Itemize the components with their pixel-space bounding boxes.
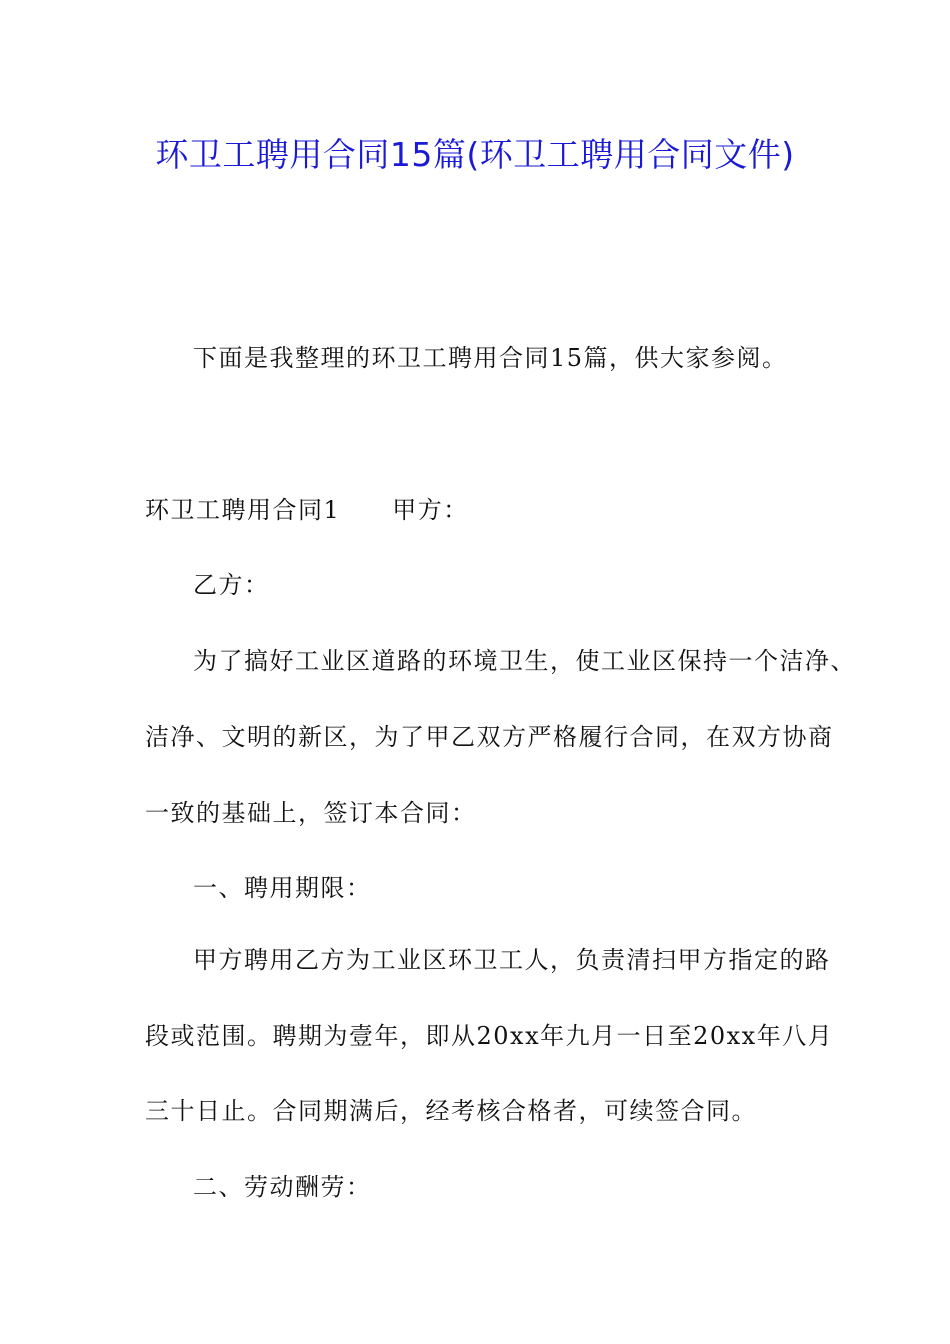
clause-heading: 二、劳动酬劳： xyxy=(193,1173,372,1201)
document-title: 环卫工聘用合同15篇(环卫工聘用合同文件) xyxy=(155,135,795,174)
party-b-label: 乙方： xyxy=(193,571,270,599)
section-heading: 环卫工聘用合同1 xyxy=(145,496,341,524)
clause-heading: 一、聘用期限： xyxy=(193,874,372,902)
paragraph-line: 甲方聘用乙方为工业区环卫工人，负责清扫甲方指定的路 xyxy=(193,946,831,974)
party-a-label: 甲方： xyxy=(392,496,469,524)
intro-paragraph: 下面是我整理的环卫工聘用合同15篇，供大家参阅。 xyxy=(193,344,788,372)
paragraph-line: 三十日止。合同期满后，经考核合格者，可续签合同。 xyxy=(145,1097,757,1125)
paragraph-line: 洁净、文明的新区，为了甲乙双方严格履行合同，在双方协商 xyxy=(145,723,834,751)
paragraph-line: 段或范围。聘期为壹年，即从20xx年九月一日至20xx年八月 xyxy=(145,1022,834,1050)
paragraph-line: 为了搞好工业区道路的环境卫生，使工业区保持一个洁净、 xyxy=(193,647,856,675)
paragraph-line: 一致的基础上，签订本合同： xyxy=(145,799,477,827)
section-heading-row xyxy=(145,495,815,525)
